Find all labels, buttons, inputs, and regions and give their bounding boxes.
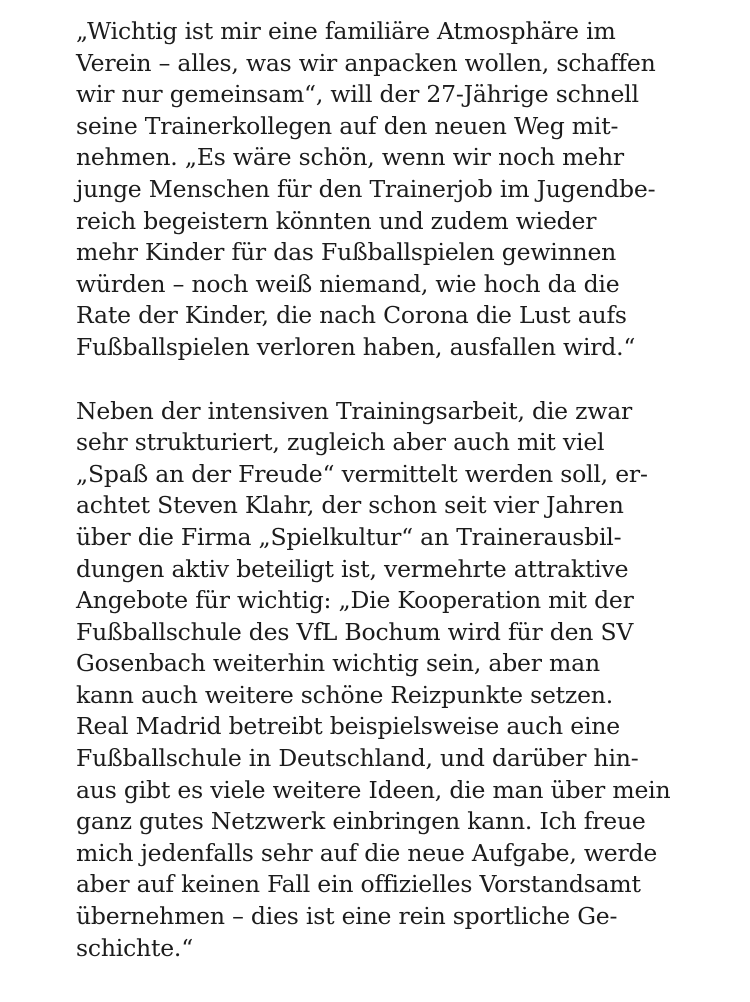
text-line: aus gibt es viele weitere Ideen, die man über mein [76,775,671,804]
text-line: Gosenbach weiterhin wichtig sein, aber man [76,649,600,678]
text-line: wir nur gemeinsam“, will der 27-Jährige schnell [76,80,639,109]
text-line: Verein – alles, was wir anpacken wollen, schaffen [76,48,656,77]
text-line: mich jedenfalls sehr auf die neue Aufgabe, werde [76,838,658,867]
text-line: reich begeistern könnten und zudem wieder [76,206,597,235]
text-line: dungen aktiv beteiligt ist, vermehrte attraktive [76,554,629,583]
text-line: achtet Steven Klahr, der schon seit vier Jahren [76,491,624,520]
text-line: übernehmen – dies ist eine rein sportliche Ge- [76,902,618,931]
text-line: junge Menschen für den Trainerjob im Jugendbe- [76,174,656,203]
text-line: Rate der Kinder, die nach Corona die Lust aufs [76,301,627,330]
text-line: seine Trainerkollegen auf den neuen Weg mit- [76,111,619,140]
text-line: Fußballspielen verloren haben, ausfallen wird.“ [76,332,636,361]
text-line: kann auch weitere schöne Reizpunkte setzen. [76,680,613,709]
text-line: sehr strukturiert, zugleich aber auch mit viel [76,428,605,457]
text-line: Fußballschule des VfL Bochum wird für den SV [76,617,634,646]
text-line: Fußballschule in Deutschland, und darüber hin- [76,744,639,773]
text-line: würden – noch weiß niemand, wie hoch da die [76,269,620,298]
text-line: „Wichtig ist mir eine familiäre Atmosphäre im [76,17,616,45]
text-line: aber auf keinen Fall ein offizielles Vorstandsamt [76,870,641,899]
text-line: mehr Kinder für das Fußballspielen gewinnen [76,238,617,267]
text-line: Neben der intensiven Trainingsarbeit, die zwar [76,396,633,425]
paragraph-2 [76,396,716,965]
text-line: nehmen. „Es wäre schön, wenn wir noch mehr [76,143,624,172]
text-line: Angebote für wichtig: „Die Kooperation mit der [76,586,634,615]
text-line: ganz gutes Netzwerk einbringen kann. Ich freue [76,807,646,836]
text-line: Real Madrid betreibt beispielsweise auch eine [76,712,620,741]
text-line: über die Firma „Spielkultur“ an Trainerausbil- [76,522,622,551]
article-body [76,16,716,996]
text-line: „Spaß an der Freude“ vermittelt werden soll, er- [76,459,648,488]
paragraph-1 [76,16,716,364]
text-line: schichte.“ [76,933,194,962]
